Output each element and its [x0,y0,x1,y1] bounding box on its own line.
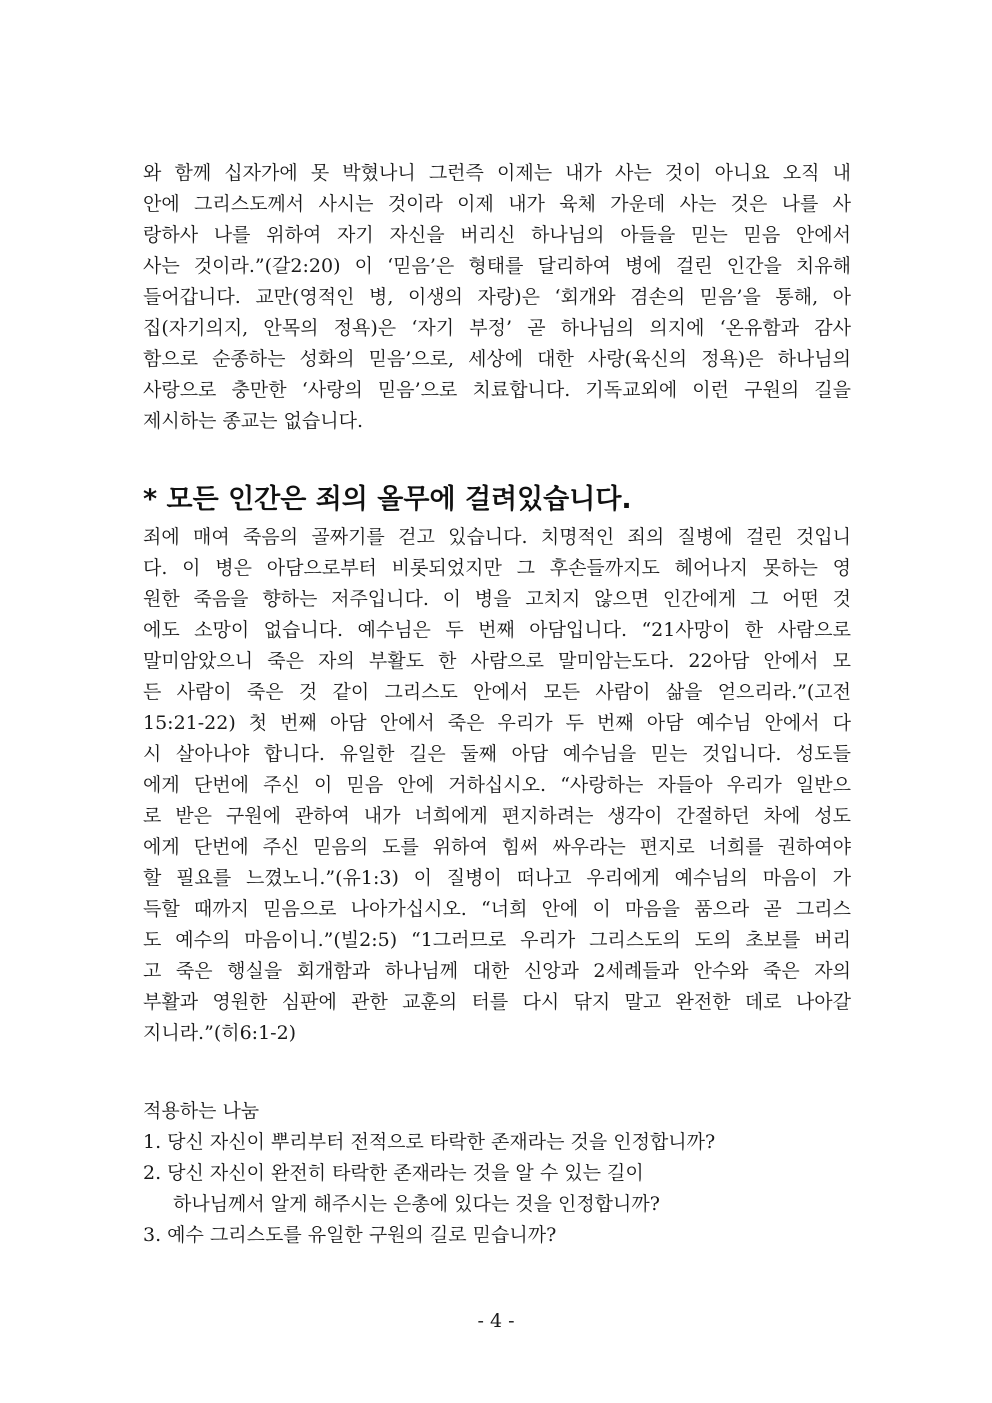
body-paragraph-2 [143,522,851,1049]
text-line: 다. 이 병은 아담으로부터 비롯되었지만 그 후손들까지도 헤어나지 못하는 영 [143,557,851,579]
text-line: 원한 죽음을 향하는 저주입니다. 이 병을 고치지 않으면 인간에게 그 어떤 것 [143,588,851,610]
text-line: 할 필요를 느꼈노니.”(유1:3) 이 질병이 떠나고 우리에게 예수님의 마음이 가 [143,867,851,889]
text-line: 사랑으로 충만한 ‘사랑의 믿음’으로 치료합니다. 기독교외에 이런 구원의 길을 [143,379,851,401]
text-line: 에게 단번에 주신 이 믿음 안에 거하십시오. “사랑하는 자들아 우리가 일반으 [143,774,851,796]
text-line: 로 받은 구원에 관하여 내가 너희에게 편지하려는 생각이 간절하던 차에 성도 [143,805,851,827]
text-line: 제시하는 종교는 없습니다. [143,410,364,432]
text-line: 부활과 영원한 심판에 관한 교훈의 터를 다시 닦지 말고 완전한 데로 나아갈 [143,991,851,1013]
text-line: 안에 그리스도께서 사시는 것이라 이제 내가 육체 가운데 사는 것은 나를 사 [143,193,851,215]
text-line: 집(자기의지, 안목의 정욕)은 ‘자기 부정’ 곧 하나님의 의지에 ‘온유함과 감사 [143,317,851,339]
text-line: 와 함께 십자가에 못 박혔나니 그런즉 이제는 내가 사는 것이 아니요 오직 내 [143,162,851,184]
application-sharing-section [143,1096,851,1251]
text-line: 든 사람이 죽은 것 같이 그리스도 안에서 모든 사람이 삶을 얻으리라.”(고전 [143,681,851,703]
text-line: 죄에 매여 죽음의 골짜기를 걷고 있습니다. 치명적인 죄의 질병에 걸린 것입니 [143,526,851,548]
text-line: 도 예수의 마음이니.”(빌2:5) “1그러므로 우리가 그리스도의 도의 초보를 버리 [143,929,851,951]
text-line: 시 살아나야 합니다. 유일한 길은 둘째 아담 예수님을 믿는 것입니다. 성도들 [143,743,851,765]
body-paragraph-1 [143,158,851,437]
text-line: 들어갑니다. 교만(영적인 병, 이생의 자랑)은 ‘회개와 겸손의 믿음’을 통해, 아 [143,286,851,308]
text-line: 15:21-22) 첫 번째 아담 안에서 죽은 우리가 두 번째 아담 예수님 안에서 다 [143,712,851,734]
text-line: 에게 단번에 주신 믿음의 도를 위하여 힘써 싸우라는 편지로 너희를 권하여야 [143,836,851,858]
text-line: 사는 것이라.”(갈2:20) 이 ‘믿음’은 형태를 달리하여 병에 걸린 인간을 치유해 [143,255,851,277]
question-1: 1. 당신 자신이 뿌리부터 전적으로 타락한 존재라는 것을 인정합니까? [143,1131,716,1153]
text-line: 득할 때까지 믿음으로 나아가십시오. “너희 안에 이 마음을 품으라 곧 그리스 [143,898,851,920]
section-heading: * 모든 인간은 죄의 올무에 걸려있습니다. [143,484,632,515]
question-3: 3. 예수 그리스도를 유일한 구원의 길로 믿습니까? [143,1224,557,1246]
text-line: 함으로 순종하는 성화의 믿음’으로, 세상에 대한 사랑(육신의 정욕)은 하나님의 [143,348,851,370]
question-2: 2. 당신 자신이 완전히 타락한 존재라는 것을 알 수 있는 길이 [143,1162,644,1184]
page-number: - 4 - [477,1310,515,1332]
text-line: 에도 소망이 없습니다. 예수님은 두 번째 아담입니다. “21사망이 한 사람으로 [143,619,851,641]
text-line: 말미암았으니 죽은 자의 부활도 한 사람으로 말미암는도다. 22아담 안에서 모 [143,650,851,672]
text-line: 고 죽은 행실을 회개함과 하나님께 대한 신앙과 2세례들과 안수와 죽은 자의 [143,960,851,982]
text-line: 랑하사 나를 위하여 자기 자신을 버리신 하나님의 아들을 믿는 믿음 안에서 [143,224,851,246]
question-2-continued: 하나님께서 알게 해주시는 은총에 있다는 것을 인정합니까? [173,1193,660,1215]
sharing-title: 적용하는 나눔 [143,1100,260,1122]
text-line: 지니라.”(히6:1-2) [143,1022,297,1044]
